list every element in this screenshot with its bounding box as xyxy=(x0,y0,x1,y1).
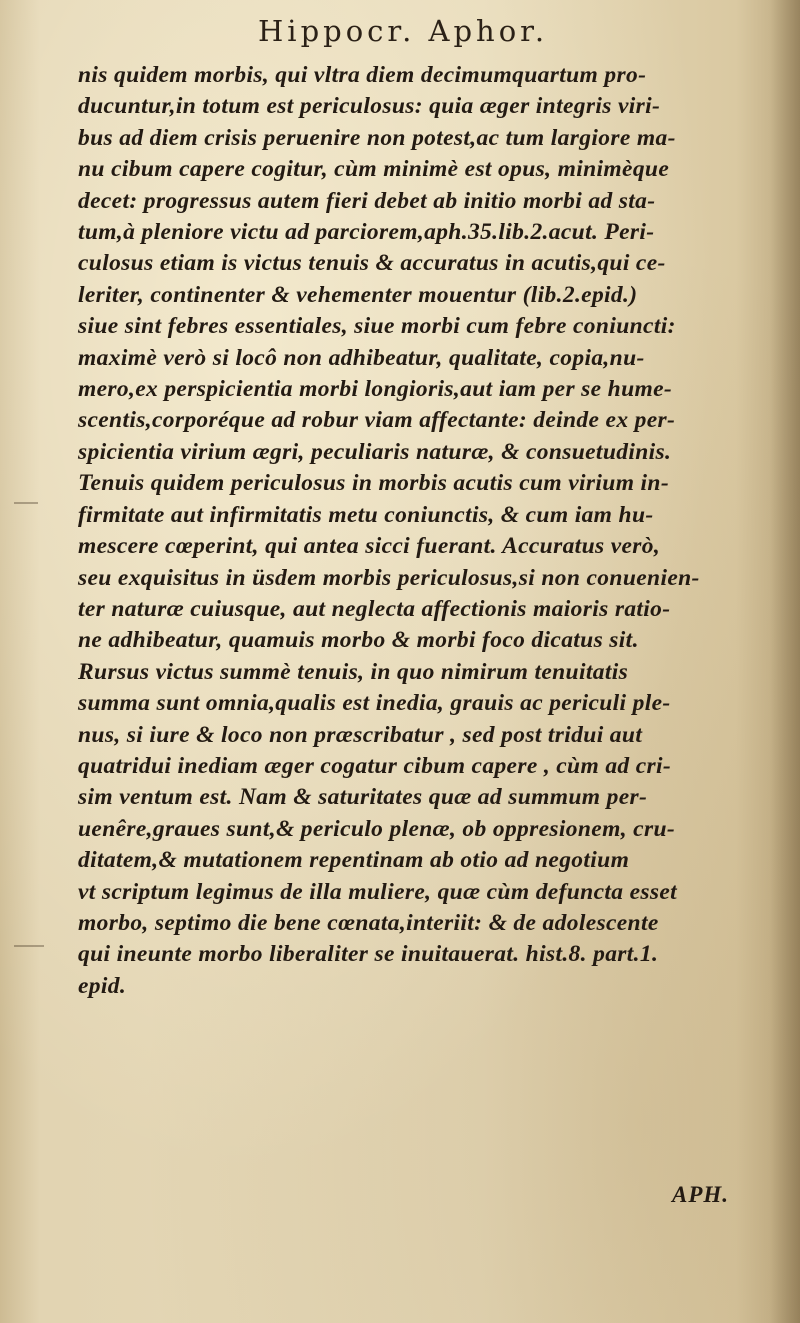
text-line: scentis,corporéque ad robur viam affectante: deinde ex per- xyxy=(78,407,676,434)
running-header: Hippocr. Aphor. xyxy=(258,14,549,48)
text-line: summa sunt omnia,qualis est inedia, grauis ac periculi ple- xyxy=(78,690,671,717)
text-line: quatridui inediam æger cogatur cibum capere , cùm ad cri- xyxy=(78,752,672,779)
text-line: uenêre,graues sunt,& periculo plenæ, ob oppresionem, cru- xyxy=(78,815,676,842)
text-line: spicientia virium ægri, peculiaris naturæ, & consuetudinis. xyxy=(78,438,672,465)
text-line: seu exquisitus in üsdem morbis periculosus,si non conuenien- xyxy=(78,564,700,591)
text-line: Tenuis quidem periculosus in morbis acutis cum virium in- xyxy=(78,470,670,497)
text-line: ne adhibeatur, quamuis morbo & morbi foco dicatus sit. xyxy=(78,627,639,654)
text-line: maximè verò si locô non adhibeatur, qualitate, copia,nu- xyxy=(78,344,645,371)
text-line: nus, si iure & loco non præscribatur , sed post tridui aut xyxy=(78,721,643,748)
text-line: Rursus victus summè tenuis, in quo nimirum tenuitatis xyxy=(78,658,629,685)
text-line: qui ineunte morbo liberaliter se inuitauerat. hist.8. part.1. xyxy=(78,941,659,968)
text-line: tum,à pleniore victu ad parciorem,aph.35.lib.2.acut. Peri- xyxy=(78,219,655,246)
text-line: morbo, septimo die bene cœnata,interiit: & de adolescente xyxy=(78,909,659,936)
text-line: mescere cœperint, qui antea sicci fuerant. Accuratus verò, xyxy=(78,533,661,560)
text-line: leriter, continenter & vehementer mouentur (lib.2.epid.) xyxy=(78,281,638,308)
text-line: firmitate aut infirmitatis metu coniunctis, & cum iam hu- xyxy=(78,501,654,528)
text-line: nis quidem morbis, qui vltra diem decimumquartum pro- xyxy=(78,62,647,88)
margin-mark xyxy=(14,502,38,504)
text-line: bus ad diem crisis peruenire non potest,ac tum largiore ma- xyxy=(78,124,676,151)
text-line: vt scriptum legimus de illa muliere, quæ cùm defuncta esset xyxy=(78,878,678,905)
body-text xyxy=(78,60,768,1002)
text-line: ditatem,& mutationem repentinam ab otio ad negotium xyxy=(78,847,630,874)
text-line: epid. xyxy=(78,972,127,999)
text-line: nu cibum capere cogitur, cùm minimè est opus, minimèque xyxy=(78,156,670,183)
text-line: sim ventum est. Nam & saturitates quæ ad summum per- xyxy=(78,784,648,811)
text-line: siue sint febres essentiales, siue morbi cum febre coniuncti: xyxy=(78,313,676,340)
page-edge-shadow xyxy=(770,0,800,1323)
text-line: mero,ex perspicientia morbi longioris,aut iam per se hume- xyxy=(78,376,673,403)
catchword: APH. xyxy=(672,1182,730,1207)
text-line: decet: progressus autem fieri debet ab initio morbi ad sta- xyxy=(78,187,656,214)
text-line: culosus etiam is victus tenuis & accuratus in acutis,qui ce- xyxy=(78,250,666,277)
text-line: ducuntur,in totum est periculosus: quia æger integris viri- xyxy=(78,93,661,120)
margin-mark xyxy=(14,945,44,947)
text-line: ter naturæ cuiusque, aut neglecta affectionis maioris ratio- xyxy=(78,595,671,622)
